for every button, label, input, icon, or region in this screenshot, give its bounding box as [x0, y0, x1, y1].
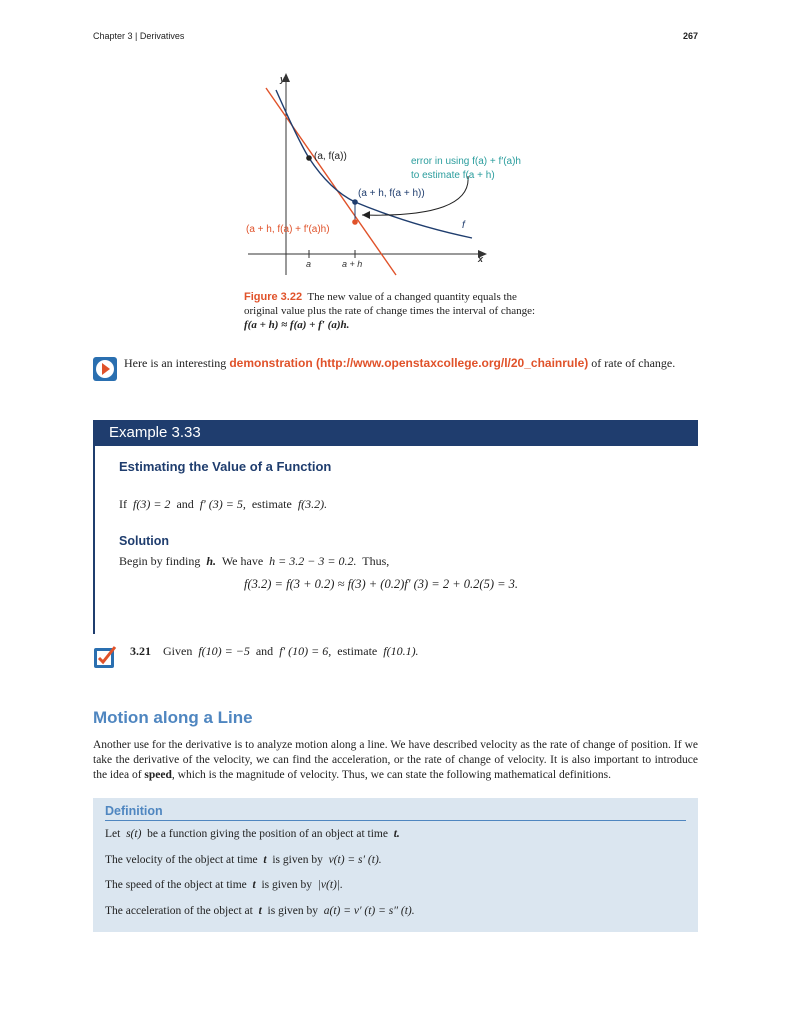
- demo-note: [124, 356, 675, 371]
- para-before: Another use for the derivative is to analyze motion along a line. We have described velocity as the rate of change of position. If we take the derivative of the velocity, we can find the acceleration, or the rate of change of velocity. It is also important to introduce the idea of: [93, 739, 698, 781]
- problem-and: and: [176, 497, 194, 511]
- solution-text1: Begin by finding: [119, 554, 201, 568]
- example-problem: [119, 497, 327, 512]
- figure-caption-text: The new value of a changed quantity equals the original value plus the rate of change times the interval of change:: [244, 291, 536, 317]
- definition-title: Definition: [105, 804, 163, 818]
- demo-prefix: Here is an interesting: [124, 356, 227, 370]
- definition-line-3: [105, 879, 343, 891]
- def3-eq: |v(t)|.: [317, 879, 343, 891]
- def1-s: s(t): [126, 828, 142, 840]
- checkpoint-given: Given: [163, 644, 193, 658]
- label-tangent-point: (a + h, f(a) + f′(a)h): [246, 224, 330, 235]
- def2-b: is given by: [272, 854, 323, 866]
- problem-f3: f(3) = 2: [133, 497, 171, 511]
- point-tangent-estimate: [352, 219, 358, 225]
- def2-eq: v(t) = s′ (t).: [328, 854, 382, 866]
- tick-label-a: a: [306, 259, 312, 269]
- def3-b: is given by: [261, 879, 312, 891]
- solution-hval: h = 3.2 − 3 = 0.2.: [269, 554, 357, 568]
- point-a-plus-h: [352, 199, 358, 205]
- label-point-a-plus-h: (a + h, f(a + h)): [358, 188, 425, 199]
- label-error-line2: to estimate f(a + h): [411, 170, 495, 181]
- para-bold-speed: speed: [144, 769, 172, 781]
- def2-a: The velocity of the object at time: [105, 854, 258, 866]
- media-play-icon: [93, 357, 117, 381]
- definition-line-1: [105, 828, 400, 840]
- solution-text: [119, 554, 389, 569]
- demo-suffix: of rate of change.: [591, 356, 676, 370]
- problem-target: f(3.2).: [297, 497, 328, 511]
- label-point-a: (a, f(a)): [314, 151, 347, 162]
- y-axis-label: y: [280, 74, 286, 84]
- example-heading: Estimating the Value of a Function: [119, 459, 332, 474]
- example-title-bar: Example 3.33: [93, 420, 698, 446]
- def4-eq: a(t) = v′ (t) = s″ (t).: [323, 905, 415, 917]
- point-a: [306, 155, 312, 161]
- def3-a: The speed of the object at time: [105, 879, 247, 891]
- def2-t: t: [263, 854, 267, 866]
- solution-thus: Thus,: [362, 554, 390, 568]
- def3-t: t: [252, 879, 256, 891]
- solution-equation: f(3.2) = f(3 + 0.2) ≈ f(3) + (0.2)f′ (3) = 2 + 0.2(5) = 3.: [244, 577, 519, 591]
- problem-estimate: estimate: [251, 497, 292, 511]
- checkpoint-fp10: f′ (10) = 6,: [279, 644, 332, 658]
- checkpoint-icon: [93, 645, 117, 669]
- para-after: , which is the magnitude of velocity. Thus, we can state the following mathematical definitions.: [171, 769, 612, 781]
- solution-heading: Solution: [119, 534, 169, 548]
- error-arrow-head: [362, 211, 370, 219]
- figure-caption-formula: f(a + h) ≈ f(a) + f′ (a)h.: [244, 319, 350, 331]
- example-left-border: [93, 446, 95, 634]
- checkpoint-target: f(10.1).: [383, 644, 419, 658]
- figure-caption-label: Figure 3.22: [244, 291, 303, 303]
- def4-a: The acceleration of the object at: [105, 905, 253, 917]
- definition-rule: [105, 820, 686, 821]
- label-error-line1: error in using f(a) + f′(a)h: [411, 156, 521, 167]
- def1-t: t.: [393, 828, 400, 840]
- page-number: 267: [682, 31, 698, 41]
- def4-b: is given by: [267, 905, 319, 917]
- figure-caption: [244, 290, 544, 332]
- figure-3-22: [240, 70, 521, 280]
- section-paragraph: [93, 738, 698, 783]
- checkpoint-f10: f(10) = −5: [198, 644, 250, 658]
- def1-a: Let: [105, 828, 121, 840]
- definition-line-2: [105, 854, 382, 866]
- section-title: Motion along a Line: [93, 708, 253, 727]
- tick-label-a-plus-h: a + h: [342, 259, 363, 269]
- solution-h: h.: [206, 554, 217, 568]
- label-curve-f: f: [462, 220, 465, 231]
- definition-line-4: [105, 905, 415, 917]
- checkpoint-estimate: estimate: [337, 644, 378, 658]
- checkpoint-number: 3.21: [130, 644, 151, 658]
- def1-b: be a function giving the position of an object at time: [147, 828, 388, 840]
- checkpoint-exercise: [130, 644, 419, 659]
- problem-if: If: [119, 497, 127, 511]
- x-axis-label: x: [478, 254, 484, 264]
- def4-t: t: [258, 905, 262, 917]
- problem-fp3: f′ (3) = 5,: [199, 497, 246, 511]
- running-header-chapter: Chapter 3 | Derivatives: [93, 31, 185, 41]
- solution-text2: We have: [221, 554, 264, 568]
- demo-link[interactable]: demonstration (http://www.openstaxcollege.org/l/20_chainrule): [229, 356, 589, 370]
- checkpoint-and: and: [255, 644, 274, 658]
